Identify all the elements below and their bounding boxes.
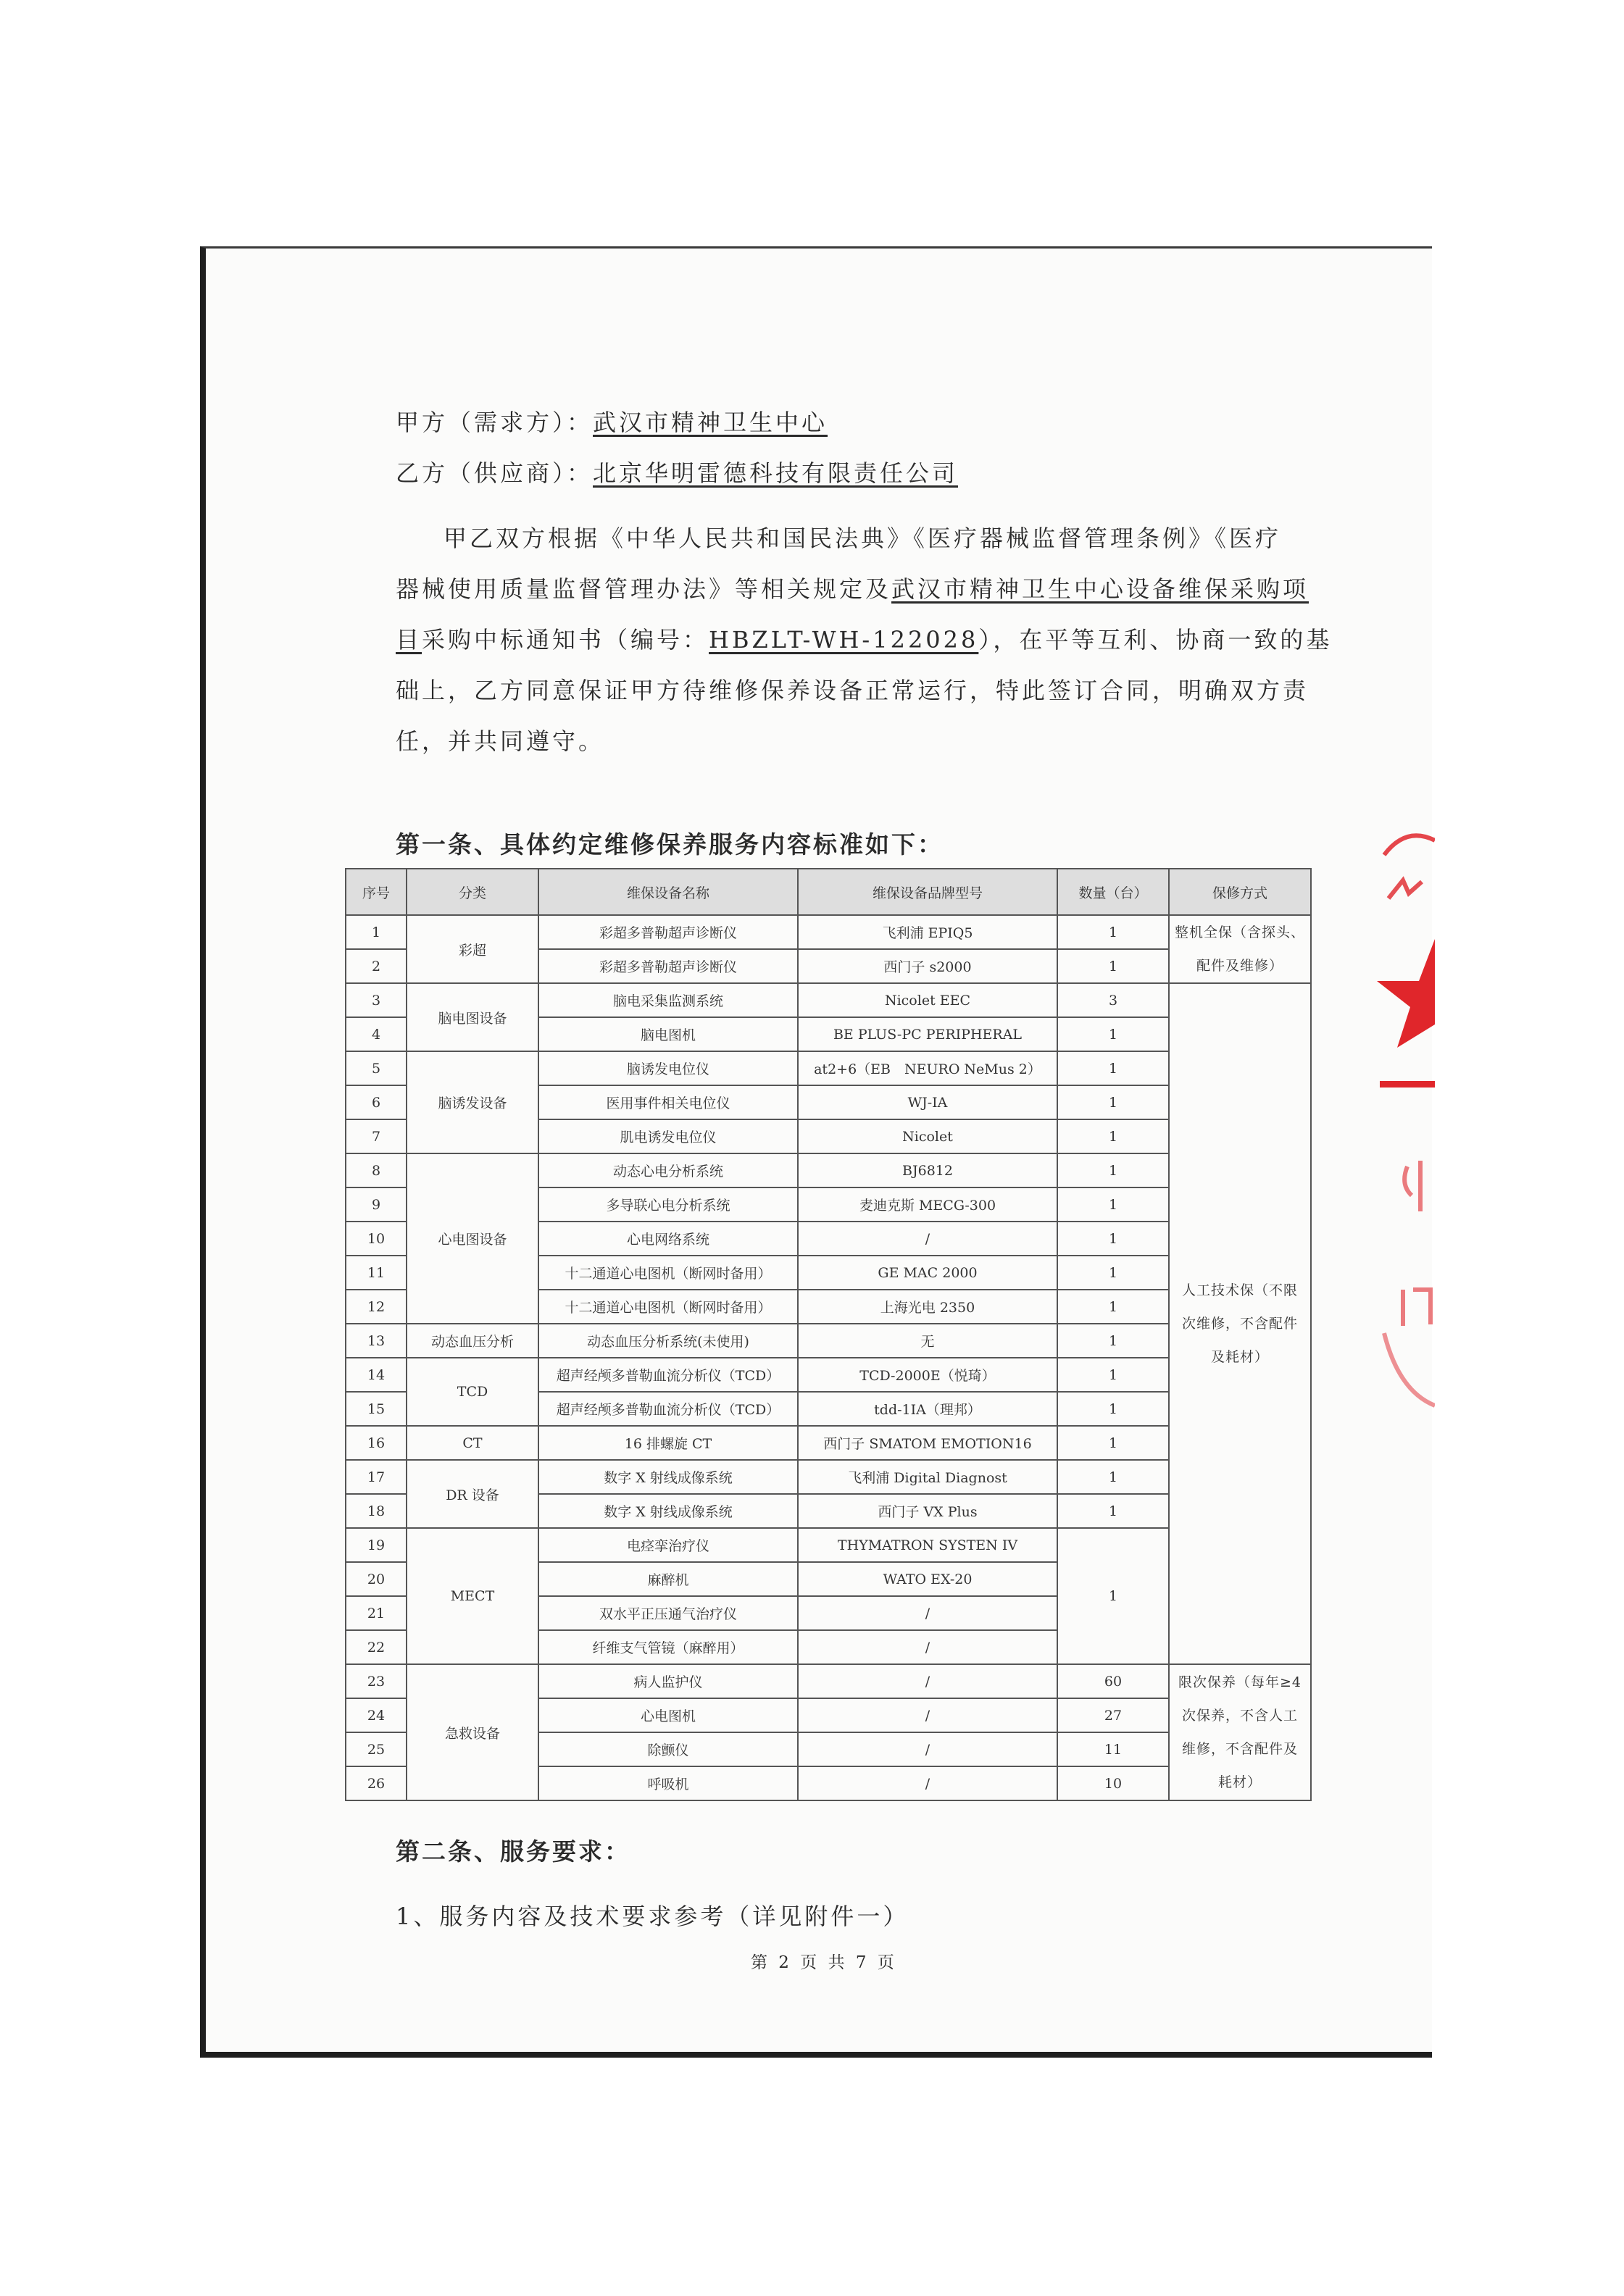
row-no: 25	[346, 1732, 407, 1766]
device-name: 医用事件相关电位仪	[538, 1085, 798, 1119]
quantity: 1	[1057, 1392, 1169, 1426]
row-no: 19	[346, 1528, 407, 1562]
preamble-line-3	[396, 622, 1332, 655]
quantity: 1	[1057, 1358, 1169, 1392]
table-row	[346, 1528, 1311, 1562]
quantity: 11	[1057, 1732, 1169, 1766]
device-name: 数字 X 射线成像系统	[538, 1460, 798, 1494]
brand-model: /	[798, 1766, 1057, 1800]
preamble-line-5: 任，并共同遵守。	[396, 727, 605, 755]
quantity: 1	[1057, 1256, 1169, 1290]
page-footer: 第 2 页 共 7 页	[751, 1953, 897, 1972]
brand-model: WJ-IA	[798, 1085, 1057, 1119]
brand-model: 无	[798, 1324, 1057, 1358]
row-no: 17	[346, 1460, 407, 1494]
official-seal-partial	[1362, 826, 1435, 1420]
party-b-label: 乙方（供应商）：	[396, 459, 594, 487]
row-no: 4	[346, 1017, 407, 1051]
row-no: 3	[346, 983, 407, 1017]
preamble-line-2	[396, 571, 1309, 604]
row-no: 2	[346, 949, 407, 983]
table-row	[346, 915, 1311, 949]
brand-model: THYMATRON SYSTEN IV	[798, 1528, 1057, 1562]
brand-model: at2+6（EB NEURO NeMus 2）	[798, 1051, 1057, 1085]
table-row	[346, 1153, 1311, 1187]
device-name: 双水平正压通气治疗仪	[538, 1596, 798, 1630]
row-no: 1	[346, 915, 407, 949]
quantity: 1	[1057, 1222, 1169, 1256]
device-name: 脑诱发电位仪	[538, 1051, 798, 1085]
table-row	[346, 1426, 1311, 1460]
category-cell: 心电图设备	[407, 1153, 538, 1324]
category-cell: 彩超	[407, 915, 538, 983]
table-row	[346, 1460, 1311, 1494]
brand-model: BE PLUS-PC PERIPHERAL	[798, 1017, 1057, 1051]
device-name: 彩超多普勒超声诊断仪	[538, 915, 798, 949]
category-cell: 动态血压分析	[407, 1324, 538, 1358]
table-row	[346, 1051, 1311, 1085]
device-name: 脑电采集监测系统	[538, 983, 798, 1017]
brand-model: /	[798, 1664, 1057, 1698]
brand-model: 上海光电 2350	[798, 1290, 1057, 1324]
party-a-label: 甲方（需求方）：	[396, 409, 594, 436]
seal-glyph-fragment	[1403, 1290, 1431, 1326]
device-name: 病人监护仪	[538, 1664, 798, 1698]
seal-glyph-fragment	[1388, 880, 1422, 898]
row-no: 26	[346, 1766, 407, 1800]
device-name: 十二通道心电图机（断网时备用）	[538, 1256, 798, 1290]
brand-model: 西门子 VX Plus	[798, 1494, 1057, 1528]
brand-model: 西门子 SMATOM EMOTION16	[798, 1426, 1057, 1460]
row-no: 6	[346, 1085, 407, 1119]
category-cell: 脑诱发设备	[407, 1051, 538, 1153]
device-name: 呼吸机	[538, 1766, 798, 1800]
device-name: 心电网络系统	[538, 1222, 798, 1256]
device-name: 彩超多普勒超声诊断仪	[538, 949, 798, 983]
category-cell: 急救设备	[407, 1664, 538, 1800]
category-cell: MECT	[407, 1528, 538, 1664]
warranty-cell: 整机全保（含探头、配件及维修）	[1169, 915, 1311, 983]
warranty-cell: 限次保养（每年≥4 次保养，不含人工维修，不含配件及耗材）	[1169, 1664, 1311, 1800]
project-name: 武汉市精神卫生中心设备维保采购项	[891, 575, 1309, 603]
device-name: 16 排螺旋 CT	[538, 1426, 798, 1460]
quantity: 3	[1057, 983, 1169, 1017]
table-row	[346, 1324, 1311, 1358]
brand-model: BJ6812	[798, 1153, 1057, 1187]
brand-model: GE MAC 2000	[798, 1256, 1057, 1290]
quantity: 1	[1057, 1324, 1169, 1358]
header-quantity: 数量（台）	[1057, 869, 1169, 915]
seal-glyph-fragment	[1404, 1161, 1420, 1211]
row-no: 22	[346, 1630, 407, 1664]
row-no: 12	[346, 1290, 407, 1324]
seal-bar	[1380, 1081, 1435, 1088]
quantity: 60	[1057, 1664, 1169, 1698]
brand-model: 飞利浦 EPIQ5	[798, 915, 1057, 949]
quantity: 1	[1057, 1426, 1169, 1460]
quantity: 1	[1057, 1290, 1169, 1324]
row-no: 14	[346, 1358, 407, 1392]
preamble-line-2a: 器械使用质量监督管理办法》等相关规定及	[396, 575, 892, 603]
preamble-line-3b: 采购中标通知书（编号：	[422, 626, 709, 654]
header-category: 分类	[407, 869, 538, 915]
device-name: 纤维支气管镜（麻醉用）	[538, 1630, 798, 1664]
brand-model: 西门子 s2000	[798, 949, 1057, 983]
row-no: 20	[346, 1562, 407, 1596]
quantity: 1	[1057, 1187, 1169, 1222]
seal-ring-arc	[1384, 835, 1435, 855]
quantity: 1	[1057, 949, 1169, 983]
table-row	[346, 1358, 1311, 1392]
row-no: 15	[346, 1392, 407, 1426]
header-device-name: 维保设备名称	[538, 869, 798, 915]
quantity: 1	[1057, 1119, 1169, 1153]
party-a-name: 武汉市精神卫生中心	[593, 409, 828, 436]
device-name: 动态血压分析系统(未使用)	[538, 1324, 798, 1358]
table-header-row	[346, 869, 1311, 915]
quantity: 1	[1057, 1494, 1169, 1528]
row-no: 5	[346, 1051, 407, 1085]
quantity: 1	[1057, 1153, 1169, 1187]
device-name: 电痉挛治疗仪	[538, 1528, 798, 1562]
quantity: 1	[1057, 1460, 1169, 1494]
row-no: 16	[346, 1426, 407, 1460]
brand-model: TCD-2000E（悦琦）	[798, 1358, 1057, 1392]
device-name: 心电图机	[538, 1698, 798, 1732]
preamble-line-4: 础上，乙方同意保证甲方待维修保养设备正常运行，特此签订合同，明确双方责	[396, 677, 1309, 704]
equipment-table	[345, 868, 1312, 1801]
device-name: 数字 X 射线成像系统	[538, 1494, 798, 1528]
quantity: 27	[1057, 1698, 1169, 1732]
row-no: 23	[346, 1664, 407, 1698]
category-cell: DR 设备	[407, 1460, 538, 1528]
device-name: 十二通道心电图机（断网时备用）	[538, 1290, 798, 1324]
row-no: 21	[346, 1596, 407, 1630]
category-cell: 脑电图设备	[407, 983, 538, 1051]
notice-number: HBZLT-WH-122028	[709, 626, 979, 654]
row-no: 18	[346, 1494, 407, 1528]
row-no: 13	[346, 1324, 407, 1358]
device-name: 脑电图机	[538, 1017, 798, 1051]
row-no: 8	[346, 1153, 407, 1187]
device-name: 多导联心电分析系统	[538, 1187, 798, 1222]
device-name: 超声经颅多普勒血流分析仪（TCD）	[538, 1358, 798, 1392]
quantity: 1	[1057, 915, 1169, 949]
service-item-1: 1、服务内容及技术要求参考（详见附件一）	[396, 1903, 909, 1930]
brand-model: /	[798, 1732, 1057, 1766]
preamble-line-1: 甲乙双方根据《中华人民共和国民法典》《医疗器械监督管理条例》《医疗	[444, 525, 1282, 552]
brand-model: /	[798, 1596, 1057, 1630]
row-no: 24	[346, 1698, 407, 1732]
brand-model: WATO EX-20	[798, 1562, 1057, 1596]
seal-star	[1377, 939, 1435, 1048]
quantity: 1	[1057, 1085, 1169, 1119]
article-2-heading: 第二条、服务要求：	[396, 1837, 630, 1866]
quantity: 1	[1057, 1017, 1169, 1051]
device-name: 肌电诱发电位仪	[538, 1119, 798, 1153]
brand-model: /	[798, 1222, 1057, 1256]
quantity: 1	[1057, 1528, 1169, 1664]
device-name: 超声经颅多普勒血流分析仪（TCD）	[538, 1392, 798, 1426]
device-name: 除颤仪	[538, 1732, 798, 1766]
brand-model: tdd-1IA（理邦）	[798, 1392, 1057, 1426]
brand-model: /	[798, 1698, 1057, 1732]
row-no: 9	[346, 1187, 407, 1222]
project-name-end: 目	[396, 626, 422, 654]
row-no: 7	[346, 1119, 407, 1153]
brand-model: Nicolet	[798, 1119, 1057, 1153]
article-1-heading: 第一条、具体约定维修保养服务内容标准如下：	[396, 830, 944, 859]
table-row	[346, 1664, 1311, 1698]
quantity: 1	[1057, 1051, 1169, 1085]
party-a-line	[396, 404, 828, 438]
category-cell: CT	[407, 1426, 538, 1460]
seal-ring-arc	[1384, 1333, 1435, 1406]
brand-model: 飞利浦 Digital Diagnost	[798, 1460, 1057, 1494]
brand-model: /	[798, 1630, 1057, 1664]
row-no: 10	[346, 1222, 407, 1256]
device-name: 麻醉机	[538, 1562, 798, 1596]
header-brand-model: 维保设备品牌型号	[798, 869, 1057, 915]
party-b-line	[396, 455, 958, 488]
device-name: 动态心电分析系统	[538, 1153, 798, 1187]
row-no: 11	[346, 1256, 407, 1290]
category-cell: TCD	[407, 1358, 538, 1426]
table-row	[346, 983, 1311, 1017]
warranty-cell: 人工技术保（不限次维修，不含配件及耗材）	[1169, 983, 1311, 1664]
header-warranty: 保修方式	[1169, 869, 1311, 915]
brand-model: Nicolet EEC	[798, 983, 1057, 1017]
preamble-line-3d: ），在平等互利、协商一致的基	[978, 626, 1333, 654]
quantity: 10	[1057, 1766, 1169, 1800]
party-b-name: 北京华明雷德科技有限责任公司	[593, 459, 959, 487]
brand-model: 麦迪克斯 MECG-300	[798, 1187, 1057, 1222]
header-no: 序号	[346, 869, 407, 915]
